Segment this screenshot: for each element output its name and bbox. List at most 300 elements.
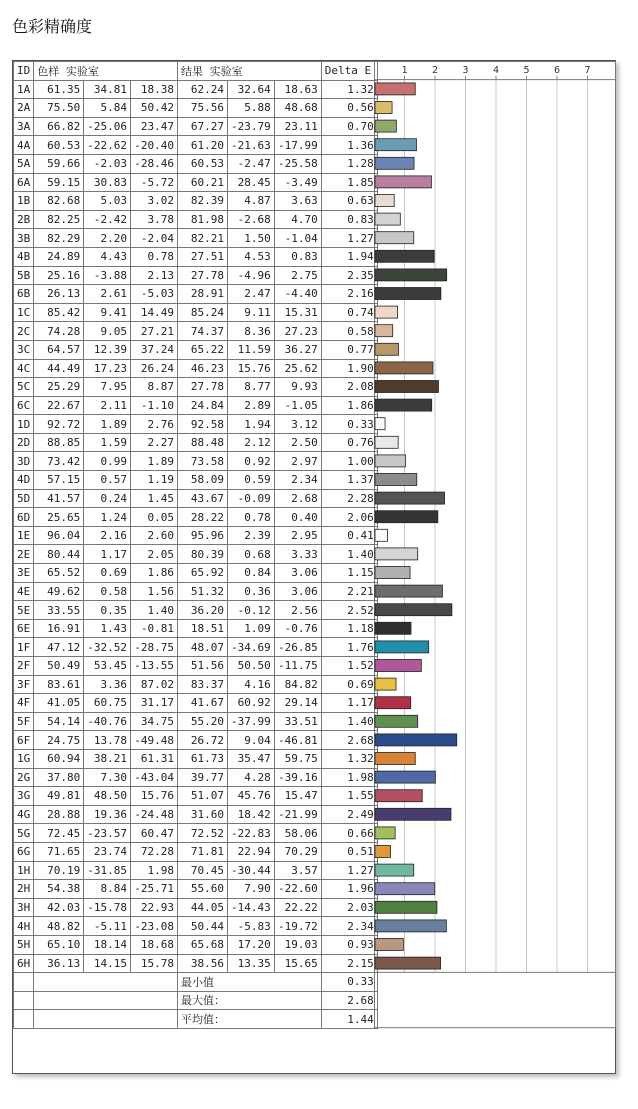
delta-e-bar bbox=[375, 567, 410, 579]
result-b-cell: 48.68 bbox=[274, 99, 321, 118]
result-a-cell: 7.90 bbox=[228, 880, 275, 899]
sample-l-cell: 60.94 bbox=[34, 749, 84, 768]
result-b-cell: 2.56 bbox=[274, 601, 321, 620]
delta-e-bar bbox=[375, 548, 418, 560]
table-row bbox=[14, 247, 378, 266]
summary-blank-id bbox=[14, 1010, 34, 1029]
summary-value: 0.33 bbox=[321, 973, 377, 992]
delta-e-bar bbox=[375, 306, 398, 318]
delta-e-bar bbox=[375, 641, 429, 653]
delta-e-bar bbox=[375, 808, 451, 820]
sample-a-cell: 14.15 bbox=[84, 954, 131, 973]
result-a-cell: 32.64 bbox=[228, 80, 275, 99]
table-row bbox=[14, 452, 378, 471]
table-row bbox=[14, 787, 378, 806]
result-b-cell: 15.65 bbox=[274, 954, 321, 973]
result-a-cell: 8.77 bbox=[228, 378, 275, 397]
id-cell: 5H bbox=[14, 935, 34, 954]
sample-l-cell: 80.44 bbox=[34, 545, 84, 564]
result-l-cell: 28.22 bbox=[178, 508, 228, 527]
sample-b-cell: -1.10 bbox=[131, 396, 178, 415]
id-cell: 1D bbox=[14, 415, 34, 434]
delta-e-cell: 2.35 bbox=[321, 266, 377, 285]
delta-e-cell: 0.33 bbox=[321, 415, 377, 434]
result-l-cell: 27.78 bbox=[178, 378, 228, 397]
result-b-cell: -22.60 bbox=[274, 880, 321, 899]
result-b-cell: 22.22 bbox=[274, 898, 321, 917]
sample-b-cell: -23.08 bbox=[131, 917, 178, 936]
sample-l-cell: 25.65 bbox=[34, 508, 84, 527]
result-l-cell: 73.58 bbox=[178, 452, 228, 471]
delta-e-cell: 1.52 bbox=[321, 657, 377, 676]
id-cell: 5E bbox=[14, 601, 34, 620]
sample-l-cell: 54.38 bbox=[34, 880, 84, 899]
sample-b-cell: -13.55 bbox=[131, 657, 178, 676]
table-row bbox=[14, 731, 378, 750]
sample-a-cell: 30.83 bbox=[84, 173, 131, 192]
delta-e-bar bbox=[375, 362, 433, 374]
x-tick-label: 1 bbox=[401, 65, 408, 76]
result-a-cell: 1.94 bbox=[228, 415, 275, 434]
sample-l-cell: 49.81 bbox=[34, 787, 84, 806]
sample-b-cell: 37.24 bbox=[131, 340, 178, 359]
sample-a-cell: 1.89 bbox=[84, 415, 131, 434]
sample-b-cell: 22.93 bbox=[131, 898, 178, 917]
result-b-cell: 19.03 bbox=[274, 935, 321, 954]
delta-e-bar bbox=[375, 381, 438, 393]
delta-e-bar bbox=[375, 901, 437, 913]
sample-l-cell: 24.89 bbox=[34, 247, 84, 266]
sample-l-cell: 36.13 bbox=[34, 954, 84, 973]
result-b-cell: 84.82 bbox=[274, 675, 321, 694]
sample-a-cell: -15.78 bbox=[84, 898, 131, 917]
id-cell: 3D bbox=[14, 452, 34, 471]
delta-e-cell: 2.52 bbox=[321, 601, 377, 620]
header-result-lab: 结果 实验室 bbox=[178, 62, 322, 81]
delta-e-bar bbox=[375, 604, 452, 616]
result-l-cell: 31.60 bbox=[178, 805, 228, 824]
result-a-cell: 4.28 bbox=[228, 768, 275, 787]
delta-e-bar bbox=[375, 343, 398, 355]
delta-e-bar bbox=[375, 790, 422, 802]
result-l-cell: 50.44 bbox=[178, 917, 228, 936]
sample-a-cell: 0.69 bbox=[84, 564, 131, 583]
sample-b-cell: 26.24 bbox=[131, 359, 178, 378]
sample-a-cell: 23.74 bbox=[84, 842, 131, 861]
delta-e-bar bbox=[375, 827, 395, 839]
id-cell: 5D bbox=[14, 489, 34, 508]
delta-e-cell: 2.03 bbox=[321, 898, 377, 917]
color-accuracy-table bbox=[13, 61, 378, 1029]
table-row bbox=[14, 136, 378, 155]
id-cell: 4C bbox=[14, 359, 34, 378]
sample-b-cell: 2.60 bbox=[131, 526, 178, 545]
sample-l-cell: 92.72 bbox=[34, 415, 84, 434]
delta-e-bar bbox=[375, 176, 431, 188]
result-l-cell: 92.58 bbox=[178, 415, 228, 434]
result-l-cell: 72.52 bbox=[178, 824, 228, 843]
sample-b-cell: -24.48 bbox=[131, 805, 178, 824]
delta-e-bar bbox=[375, 771, 435, 783]
result-l-cell: 28.91 bbox=[178, 285, 228, 304]
table-row bbox=[14, 842, 378, 861]
delta-e-cell: 1.96 bbox=[321, 880, 377, 899]
sample-a-cell: 4.43 bbox=[84, 247, 131, 266]
id-cell: 4G bbox=[14, 805, 34, 824]
summary-value: 1.44 bbox=[321, 1010, 377, 1029]
sample-a-cell: 0.35 bbox=[84, 601, 131, 620]
result-l-cell: 38.56 bbox=[178, 954, 228, 973]
sample-a-cell: 1.17 bbox=[84, 545, 131, 564]
id-cell: 6F bbox=[14, 731, 34, 750]
id-cell: 2F bbox=[14, 657, 34, 676]
sample-b-cell: 60.47 bbox=[131, 824, 178, 843]
delta-e-bar bbox=[375, 436, 398, 448]
result-l-cell: 82.21 bbox=[178, 229, 228, 248]
delta-e-bar bbox=[375, 83, 415, 95]
sample-b-cell: -5.72 bbox=[131, 173, 178, 192]
sample-l-cell: 37.80 bbox=[34, 768, 84, 787]
sample-b-cell: 15.78 bbox=[131, 954, 178, 973]
sample-b-cell: 1.86 bbox=[131, 564, 178, 583]
table-row bbox=[14, 229, 378, 248]
sample-l-cell: 82.25 bbox=[34, 210, 84, 229]
result-b-cell: -46.81 bbox=[274, 731, 321, 750]
delta-e-cell: 1.17 bbox=[321, 694, 377, 713]
sample-l-cell: 74.28 bbox=[34, 322, 84, 341]
sample-a-cell: 53.45 bbox=[84, 657, 131, 676]
sample-b-cell: 1.89 bbox=[131, 452, 178, 471]
result-b-cell: 2.97 bbox=[274, 452, 321, 471]
delta-e-bar bbox=[375, 864, 414, 876]
result-b-cell: -11.75 bbox=[274, 657, 321, 676]
sample-a-cell: 2.61 bbox=[84, 285, 131, 304]
table-row bbox=[14, 564, 378, 583]
sample-b-cell: -5.03 bbox=[131, 285, 178, 304]
result-l-cell: 75.56 bbox=[178, 99, 228, 118]
sample-l-cell: 59.15 bbox=[34, 173, 84, 192]
sample-a-cell: 7.95 bbox=[84, 378, 131, 397]
x-tick-label: 5 bbox=[523, 65, 530, 76]
table-row bbox=[14, 433, 378, 452]
sample-l-cell: 70.19 bbox=[34, 861, 84, 880]
result-l-cell: 88.48 bbox=[178, 433, 228, 452]
x-tick-label: 3 bbox=[462, 65, 469, 76]
table-row bbox=[14, 192, 378, 211]
table-row bbox=[14, 285, 378, 304]
result-b-cell: 36.27 bbox=[274, 340, 321, 359]
result-a-cell: 9.04 bbox=[228, 731, 275, 750]
sample-b-cell: 1.19 bbox=[131, 471, 178, 490]
color-accuracy-sheet bbox=[12, 60, 616, 1074]
id-cell: 5F bbox=[14, 712, 34, 731]
sample-b-cell: 3.78 bbox=[131, 210, 178, 229]
sample-a-cell: -25.06 bbox=[84, 117, 131, 136]
table-row bbox=[14, 619, 378, 638]
sample-l-cell: 25.16 bbox=[34, 266, 84, 285]
delta-e-cell: 1.00 bbox=[321, 452, 377, 471]
result-b-cell: 3.63 bbox=[274, 192, 321, 211]
delta-e-cell: 1.36 bbox=[321, 136, 377, 155]
table-row bbox=[14, 824, 378, 843]
result-a-cell: -30.44 bbox=[228, 861, 275, 880]
sample-a-cell: 0.57 bbox=[84, 471, 131, 490]
result-a-cell: -21.63 bbox=[228, 136, 275, 155]
sample-l-cell: 41.05 bbox=[34, 694, 84, 713]
result-a-cell: 18.42 bbox=[228, 805, 275, 824]
id-cell: 5A bbox=[14, 154, 34, 173]
result-l-cell: 58.09 bbox=[178, 471, 228, 490]
id-cell: 6H bbox=[14, 954, 34, 973]
delta-e-bar bbox=[375, 846, 391, 858]
table-row bbox=[14, 80, 378, 99]
sample-l-cell: 57.15 bbox=[34, 471, 84, 490]
result-l-cell: 55.60 bbox=[178, 880, 228, 899]
delta-e-bar bbox=[375, 288, 441, 300]
result-b-cell: 33.51 bbox=[274, 712, 321, 731]
delta-e-cell: 0.41 bbox=[321, 526, 377, 545]
delta-e-cell: 1.90 bbox=[321, 359, 377, 378]
sample-a-cell: 1.59 bbox=[84, 433, 131, 452]
result-l-cell: 26.72 bbox=[178, 731, 228, 750]
sample-l-cell: 50.49 bbox=[34, 657, 84, 676]
sample-a-cell: 2.20 bbox=[84, 229, 131, 248]
sample-l-cell: 71.65 bbox=[34, 842, 84, 861]
result-b-cell: 0.83 bbox=[274, 247, 321, 266]
delta-e-bar bbox=[375, 455, 406, 467]
delta-e-cell: 2.15 bbox=[321, 954, 377, 973]
delta-e-chart-svg bbox=[374, 61, 616, 1073]
result-l-cell: 81.98 bbox=[178, 210, 228, 229]
result-l-cell: 18.51 bbox=[178, 619, 228, 638]
page-title: 色彩精确度 bbox=[12, 17, 93, 36]
summary-row bbox=[14, 991, 378, 1010]
sample-a-cell: 7.30 bbox=[84, 768, 131, 787]
id-cell: 5C bbox=[14, 378, 34, 397]
delta-e-cell: 2.68 bbox=[321, 731, 377, 750]
table-row bbox=[14, 712, 378, 731]
table-row bbox=[14, 582, 378, 601]
id-cell: 2D bbox=[14, 433, 34, 452]
id-cell: 2E bbox=[14, 545, 34, 564]
delta-e-cell: 1.55 bbox=[321, 787, 377, 806]
sample-l-cell: 59.66 bbox=[34, 154, 84, 173]
id-cell: 3G bbox=[14, 787, 34, 806]
result-b-cell: -21.99 bbox=[274, 805, 321, 824]
delta-e-cell: 1.27 bbox=[321, 861, 377, 880]
sample-b-cell: 1.98 bbox=[131, 861, 178, 880]
sample-l-cell: 85.42 bbox=[34, 303, 84, 322]
sample-a-cell: 38.21 bbox=[84, 749, 131, 768]
delta-e-cell: 1.40 bbox=[321, 712, 377, 731]
sample-a-cell: 1.43 bbox=[84, 619, 131, 638]
sample-l-cell: 72.45 bbox=[34, 824, 84, 843]
delta-e-cell: 1.40 bbox=[321, 545, 377, 564]
result-a-cell: -23.79 bbox=[228, 117, 275, 136]
sample-a-cell: -5.11 bbox=[84, 917, 131, 936]
delta-e-bar bbox=[375, 622, 411, 634]
delta-e-cell: 1.85 bbox=[321, 173, 377, 192]
result-b-cell: -19.72 bbox=[274, 917, 321, 936]
result-b-cell: 29.14 bbox=[274, 694, 321, 713]
result-a-cell: 4.16 bbox=[228, 675, 275, 694]
delta-e-bar bbox=[375, 250, 434, 262]
result-l-cell: 70.45 bbox=[178, 861, 228, 880]
delta-e-cell: 2.06 bbox=[321, 508, 377, 527]
sample-b-cell: -43.04 bbox=[131, 768, 178, 787]
x-tick-label: 2 bbox=[431, 65, 439, 76]
id-cell: 1F bbox=[14, 638, 34, 657]
result-b-cell: 3.06 bbox=[274, 564, 321, 583]
delta-e-bar bbox=[375, 213, 400, 225]
table-row bbox=[14, 173, 378, 192]
result-b-cell: -0.76 bbox=[274, 619, 321, 638]
delta-e-cell: 0.63 bbox=[321, 192, 377, 211]
id-cell: 1C bbox=[14, 303, 34, 322]
result-b-cell: -4.40 bbox=[274, 285, 321, 304]
sample-l-cell: 28.88 bbox=[34, 805, 84, 824]
delta-e-cell: 0.77 bbox=[321, 340, 377, 359]
table-row bbox=[14, 266, 378, 285]
result-l-cell: 62.24 bbox=[178, 80, 228, 99]
sample-l-cell: 75.50 bbox=[34, 99, 84, 118]
sample-a-cell: 0.58 bbox=[84, 582, 131, 601]
id-cell: 5G bbox=[14, 824, 34, 843]
sample-l-cell: 65.10 bbox=[34, 935, 84, 954]
delta-e-bar bbox=[375, 734, 457, 746]
delta-e-cell: 1.86 bbox=[321, 396, 377, 415]
table-row bbox=[14, 489, 378, 508]
result-a-cell: -4.96 bbox=[228, 266, 275, 285]
id-cell: 4D bbox=[14, 471, 34, 490]
x-tick-label: 4 bbox=[492, 65, 500, 76]
sample-a-cell: 48.50 bbox=[84, 787, 131, 806]
result-a-cell: 13.35 bbox=[228, 954, 275, 973]
result-l-cell: 95.96 bbox=[178, 526, 228, 545]
result-b-cell: 15.31 bbox=[274, 303, 321, 322]
delta-e-cell: 1.76 bbox=[321, 638, 377, 657]
delta-e-bar bbox=[375, 418, 385, 430]
x-tick-label: 7 bbox=[584, 65, 591, 76]
sample-b-cell: 1.45 bbox=[131, 489, 178, 508]
sample-a-cell: -23.57 bbox=[84, 824, 131, 843]
result-b-cell: -25.58 bbox=[274, 154, 321, 173]
delta-e-cell: 2.34 bbox=[321, 917, 377, 936]
delta-e-bar bbox=[375, 511, 438, 523]
result-b-cell: 3.06 bbox=[274, 582, 321, 601]
id-cell: 3F bbox=[14, 675, 34, 694]
delta-e-bar bbox=[375, 195, 394, 207]
result-l-cell: 71.81 bbox=[178, 842, 228, 861]
sample-l-cell: 49.62 bbox=[34, 582, 84, 601]
sample-a-cell: -3.88 bbox=[84, 266, 131, 285]
delta-e-cell: 0.56 bbox=[321, 99, 377, 118]
sample-l-cell: 48.82 bbox=[34, 917, 84, 936]
result-b-cell: 2.34 bbox=[274, 471, 321, 490]
result-l-cell: 39.77 bbox=[178, 768, 228, 787]
result-a-cell: 0.68 bbox=[228, 545, 275, 564]
sample-a-cell: 1.24 bbox=[84, 508, 131, 527]
table-row bbox=[14, 471, 378, 490]
table-row bbox=[14, 396, 378, 415]
sample-a-cell: 2.11 bbox=[84, 396, 131, 415]
table-row bbox=[14, 340, 378, 359]
sample-l-cell: 25.29 bbox=[34, 378, 84, 397]
result-a-cell: 60.92 bbox=[228, 694, 275, 713]
sample-l-cell: 47.12 bbox=[34, 638, 84, 657]
id-cell: 4E bbox=[14, 582, 34, 601]
delta-e-cell: 1.98 bbox=[321, 768, 377, 787]
delta-e-bar bbox=[375, 920, 446, 932]
sample-a-cell: -32.52 bbox=[84, 638, 131, 657]
summary-blank-sample bbox=[34, 1010, 178, 1029]
sample-b-cell: 61.31 bbox=[131, 749, 178, 768]
sample-a-cell: 0.24 bbox=[84, 489, 131, 508]
delta-e-bar bbox=[375, 269, 447, 281]
result-a-cell: 0.84 bbox=[228, 564, 275, 583]
result-a-cell: -2.47 bbox=[228, 154, 275, 173]
sample-b-cell: -28.46 bbox=[131, 154, 178, 173]
delta-e-cell: 1.32 bbox=[321, 80, 377, 99]
result-b-cell: 3.33 bbox=[274, 545, 321, 564]
delta-e-cell: 2.49 bbox=[321, 805, 377, 824]
sample-a-cell: 9.05 bbox=[84, 322, 131, 341]
delta-e-cell: 0.74 bbox=[321, 303, 377, 322]
table-row bbox=[14, 861, 378, 880]
delta-e-bar bbox=[375, 325, 393, 337]
summary-label: 平均值： bbox=[178, 1010, 322, 1029]
delta-e-bar bbox=[375, 697, 411, 709]
table-row bbox=[14, 749, 378, 768]
table-row bbox=[14, 508, 378, 527]
result-a-cell: -5.83 bbox=[228, 917, 275, 936]
id-cell: 1B bbox=[14, 192, 34, 211]
sample-a-cell: 19.36 bbox=[84, 805, 131, 824]
result-l-cell: 60.21 bbox=[178, 173, 228, 192]
id-cell: 3B bbox=[14, 229, 34, 248]
result-l-cell: 27.78 bbox=[178, 266, 228, 285]
sample-l-cell: 64.57 bbox=[34, 340, 84, 359]
result-a-cell: 17.20 bbox=[228, 935, 275, 954]
delta-e-cell: 2.16 bbox=[321, 285, 377, 304]
id-cell: 1A bbox=[14, 80, 34, 99]
header-id: ID bbox=[14, 62, 34, 81]
result-a-cell: 2.12 bbox=[228, 433, 275, 452]
table-row bbox=[14, 601, 378, 620]
summary-label: 最小值 bbox=[178, 973, 322, 992]
id-cell: 2C bbox=[14, 322, 34, 341]
summary-blank-sample bbox=[34, 991, 178, 1010]
sample-l-cell: 96.04 bbox=[34, 526, 84, 545]
id-cell: 6C bbox=[14, 396, 34, 415]
result-b-cell: -1.04 bbox=[274, 229, 321, 248]
table-row bbox=[14, 117, 378, 136]
sample-a-cell: 8.84 bbox=[84, 880, 131, 899]
sample-a-cell: 0.99 bbox=[84, 452, 131, 471]
summary-blank-id bbox=[14, 991, 34, 1010]
result-l-cell: 46.23 bbox=[178, 359, 228, 378]
sample-b-cell: 8.87 bbox=[131, 378, 178, 397]
delta-e-cell: 0.69 bbox=[321, 675, 377, 694]
sample-l-cell: 26.13 bbox=[34, 285, 84, 304]
table-row bbox=[14, 210, 378, 229]
id-cell: 5B bbox=[14, 266, 34, 285]
result-l-cell: 83.37 bbox=[178, 675, 228, 694]
sample-a-cell: 5.03 bbox=[84, 192, 131, 211]
sample-a-cell: -22.62 bbox=[84, 136, 131, 155]
sample-a-cell: 34.81 bbox=[84, 80, 131, 99]
result-a-cell: 4.87 bbox=[228, 192, 275, 211]
